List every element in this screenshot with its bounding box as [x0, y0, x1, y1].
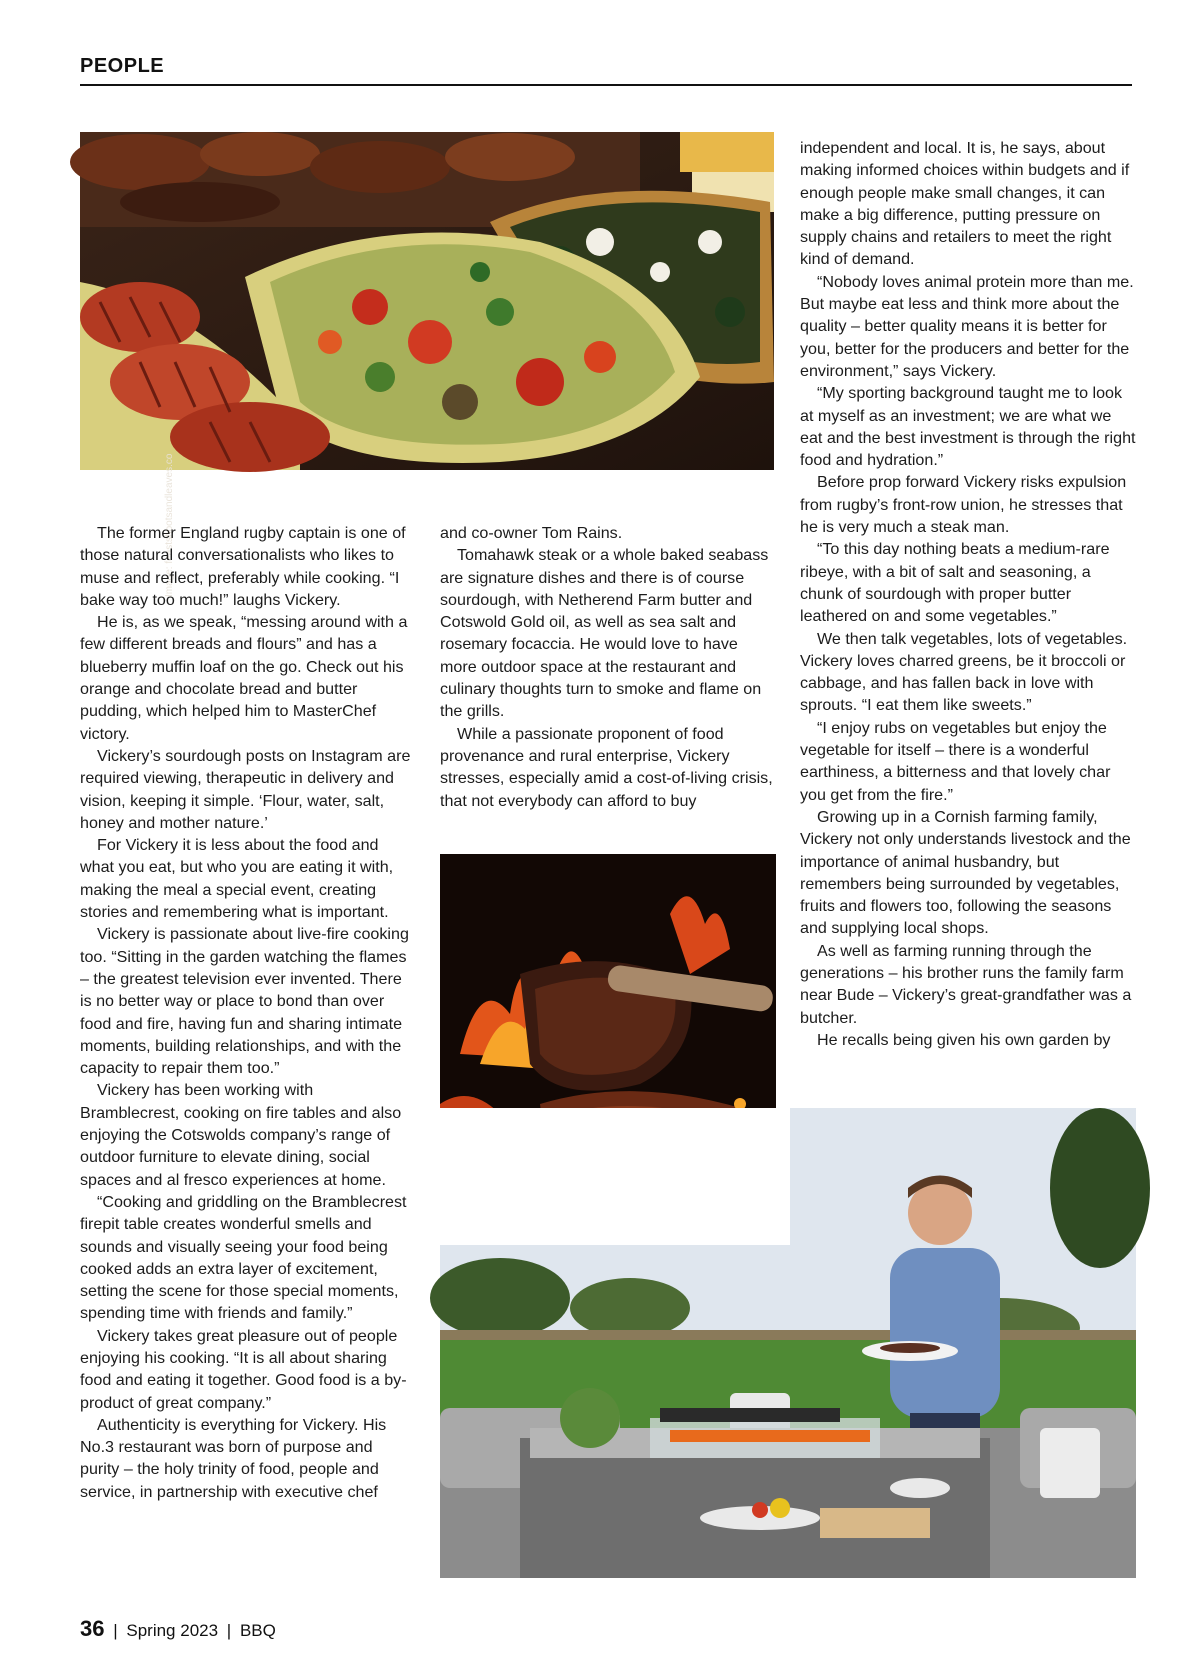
page-footer [80, 1616, 276, 1642]
paragraph: As well as farming running through the generations – his brother runs the family farm near Bude – Vickery’s great-grandfather was a butcher. [800, 941, 1132, 1027]
paragraph: For Vickery it is less about the food and what you eat, but who you are eating it with, making the meal a special event, creating stories and remembering what is important. [80, 836, 394, 922]
paragraph: Authenticity is everything for Vickery. His No.3 restaurant was born of purpose and purity – the holy trinity of food, people and service, in partnership with executive chef [80, 1415, 387, 1501]
article-column-2 [440, 522, 776, 812]
paragraph: Growing up in a Cornish farming family, Vickery not only understands livestock and the importance of animal husbandry, but remembers being surrounded by vegetables, fruits and flowers too, following the seasons and supplying local shops. [800, 807, 1131, 938]
article-column-3 [800, 137, 1136, 1051]
paragraph: Vickery is passionate about live-fire cooking too. “Sitting in the garden watching the flames – the greatest television ever invented. There is no better way or place to bond than over food and fire, having fun and sharing intimate moments, building relationships, and with the capacity to repair them too.” [80, 925, 409, 1078]
paragraph: “Nobody loves animal protein more than me. But maybe eat less and think more about the quality – better quality means it is better for you, better for the producers and better for the environment,” says Vickery. [800, 272, 1134, 380]
paragraph: “Cooking and griddling on the Bramblecrest firepit table creates wonderful smells and sounds and visually seeing your food being cooked adds an extra layer of excitement, setting the scene for those special moments, spending time with friends and family.” [80, 1192, 407, 1323]
section-rule [80, 84, 1132, 86]
section-label: PEOPLE [80, 55, 165, 77]
paragraph: We then talk vegetables, lots of vegetables. Vickery loves charred greens, be it broccoli or cabbage, and has fallen back in love with sprouts. “I eat them like sweets.” [800, 629, 1128, 715]
magazine-name: BBQ [239, 1621, 276, 1640]
paragraph: While a passionate proponent of food provenance and rural enterprise, Vickery stresses, especially amid a cost-of-living crisis, that not everybody can afford to buy [440, 724, 773, 810]
paragraph: The former England rugby captain is one of those natural conversationalists who likes to muse and reflect, preferably while cooking. “I bake way too much!” laughs Vickery. [80, 524, 406, 609]
paragraph: He is, as we speak, “messing around with a few different breads and flours” and has a blueberry muffin loaf on the go. Check out his orange and chocolate bread and butter pudding, which helped him to MasterChef victory. [80, 613, 408, 743]
footer-separator: | [226, 1621, 232, 1640]
page-number: 36 [80, 1616, 105, 1641]
paragraph: “I enjoy rubs on vegetables but enjoy the vegetable for itself – there is a wonderful earthiness, a bitterness and that lovely char you get from the fire.” [800, 718, 1111, 804]
paragraph: Vickery’s sourdough posts on Instagram are required viewing, therapeutic in delivery and vision, keeping it simple. ‘Flour, water, salt, honey and mother nature.’ [80, 746, 411, 832]
issue-date: Spring 2023 [126, 1621, 219, 1640]
garden-table-photo [440, 1108, 1136, 1578]
paragraph: “To this day nothing beats a medium-rare ribeye, with a bit of salt and seasoning, a chunk of sourdough with proper butter leathered on and some vegetables.” [800, 540, 1110, 626]
paragraph: “My sporting background taught me to look at myself as an investment; we are what we eat and the best investment is through the right food and hydration.” [800, 384, 1136, 470]
paragraph: Vickery takes great pleasure out of people enjoying his cooking. “It is all about sharing food and eating it together. Good food is a by-product of great company.” [80, 1326, 407, 1412]
photo-credit: Image: feastshootsandleaves.co [164, 453, 175, 597]
paragraph: Vickery has been working with Bramblecrest, cooking on fire tables and also enjoying the Cotswolds company’s range of outdoor furniture to elevate dining, social spaces and al fresco experiences at home. [80, 1081, 402, 1189]
paragraph: Tomahawk steak or a whole baked seabass are signature dishes and there is of course sourdough, with Netherend Farm butter and Cotswold Gold oil, as well as sea salt and rosemary focaccia. He would love to have more outdoor space at the restaurant and culinary thoughts turn to smoke and flame on the grills. [440, 546, 769, 721]
paragraph: He recalls being given his own garden by [817, 1030, 1111, 1049]
article-column-1 [80, 522, 416, 1503]
paragraph: independent and local. It is, he says, about making informed choices within budgets and if enough people make small changes, it can make a big difference, putting pressure on supply chains and retailers to meet the right kind of demand. [800, 139, 1130, 269]
paragraph: Before prop forward Vickery risks expulsion from rugby’s front-row union, he stresses that he is very much a steak man. [800, 473, 1127, 537]
footer-separator: | [113, 1621, 118, 1640]
paragraph: and co-owner Tom Rains. [440, 524, 623, 542]
